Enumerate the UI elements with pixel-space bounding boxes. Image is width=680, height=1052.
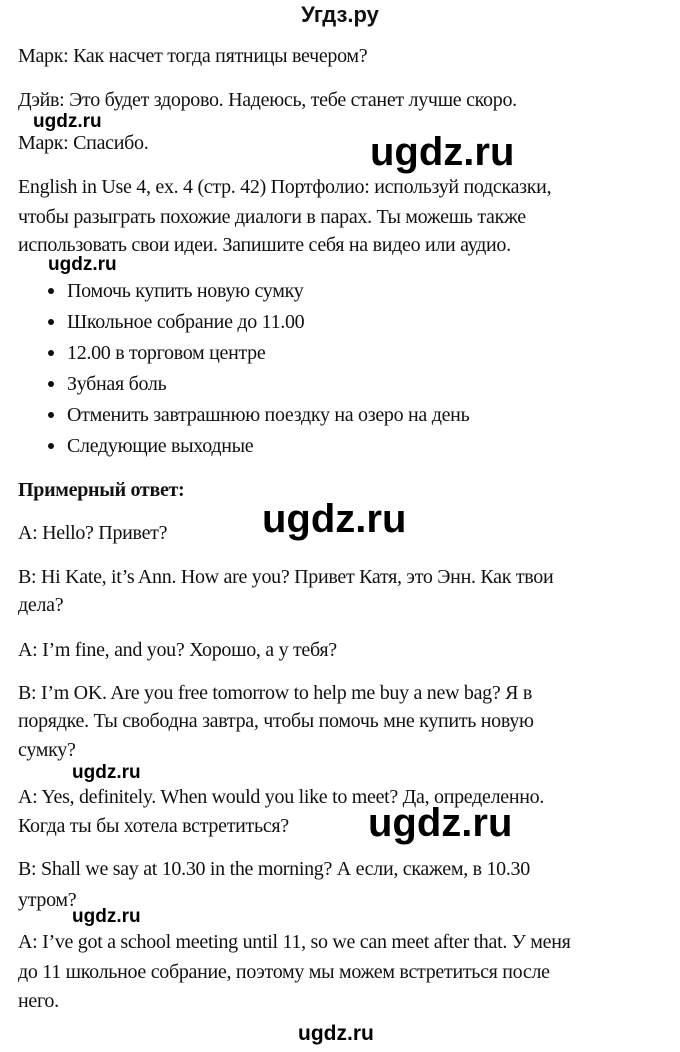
list-item: 12.00 в торговом центре [67,342,266,364]
list-item: Помочь купить новую сумку [67,280,304,302]
dialogue-line: Дэйв: Это будет здорово. Надеюсь, тебе станет лучше скоро. [18,89,517,111]
bullet-icon [48,350,54,356]
list-item: Зубная боль [67,373,167,395]
task-line: использовать свои идеи. Запишите себя на видео или аудио. [18,234,511,256]
watermark: ugdz.ru [48,254,117,275]
answer-line: A: Hello? Привет? [18,522,168,544]
answer-line: B: I’m OK. Are you free tomorrow to help me buy a new bag? Я в [18,682,533,704]
answer-line: B: Hi Kate, it’s Ann. How are you? Привет Катя, это Энн. Как твои [18,566,554,588]
answer-heading: Примерный ответ: [18,479,185,501]
task-line: чтобы разыграть похожие диалоги в парах. Ты можешь также [18,206,526,228]
answer-line: до 11 школьное собрание, поэтому мы можем встретиться после [18,961,550,983]
answer-line: A: I’m fine, and you? Хорошо, а у тебя? [18,639,337,661]
dialogue-line: Марк: Спасибо. [18,132,149,154]
watermark: ugdz.ru [72,762,141,783]
answer-line: B: Shall we say at 10.30 in the morning? А если, скажем, в 10.30 [18,858,530,880]
answer-line: A: I’ve got a school meeting until 11, so we can meet after that. У меня [18,931,571,953]
answer-line: порядке. Ты свободна завтра, чтобы помочь мне купить новую [18,710,534,732]
watermark: ugdz.ru [370,130,515,174]
answer-line: Когда ты бы хотела встретиться? [18,815,289,837]
bullet-icon [48,443,54,449]
task-line: English in Use 4, ex. 4 (стр. 42) Портфолио: используй подсказки, [18,176,552,198]
list-item: Следующие выходные [67,435,254,457]
watermark: ugdz.ru [72,906,141,927]
list-item: Отменить завтрашнюю поездку на озеро на день [67,404,470,426]
answer-line: дела? [18,594,64,616]
answer-line: сумку? [18,739,76,761]
dialogue-line: Марк: Как насчет тогда пятницы вечером? [18,45,368,67]
bullet-icon [48,381,54,387]
bullet-icon [48,288,54,294]
answer-line: утром? [18,889,77,911]
answer-line: A: Yes, definitely. When would you like to meet? Да, определенно. [18,786,545,808]
bullet-icon [48,319,54,325]
watermark: ugdz.ru [33,111,102,132]
page-title: Угдз.ру [301,2,379,27]
watermark: ugdz.ru [368,801,513,845]
list-item: Школьное собрание до 11.00 [67,311,305,333]
watermark: ugdz.ru [298,1022,374,1045]
answer-line: него. [18,990,59,1012]
bullet-icon [48,412,54,418]
watermark: ugdz.ru [262,497,407,541]
